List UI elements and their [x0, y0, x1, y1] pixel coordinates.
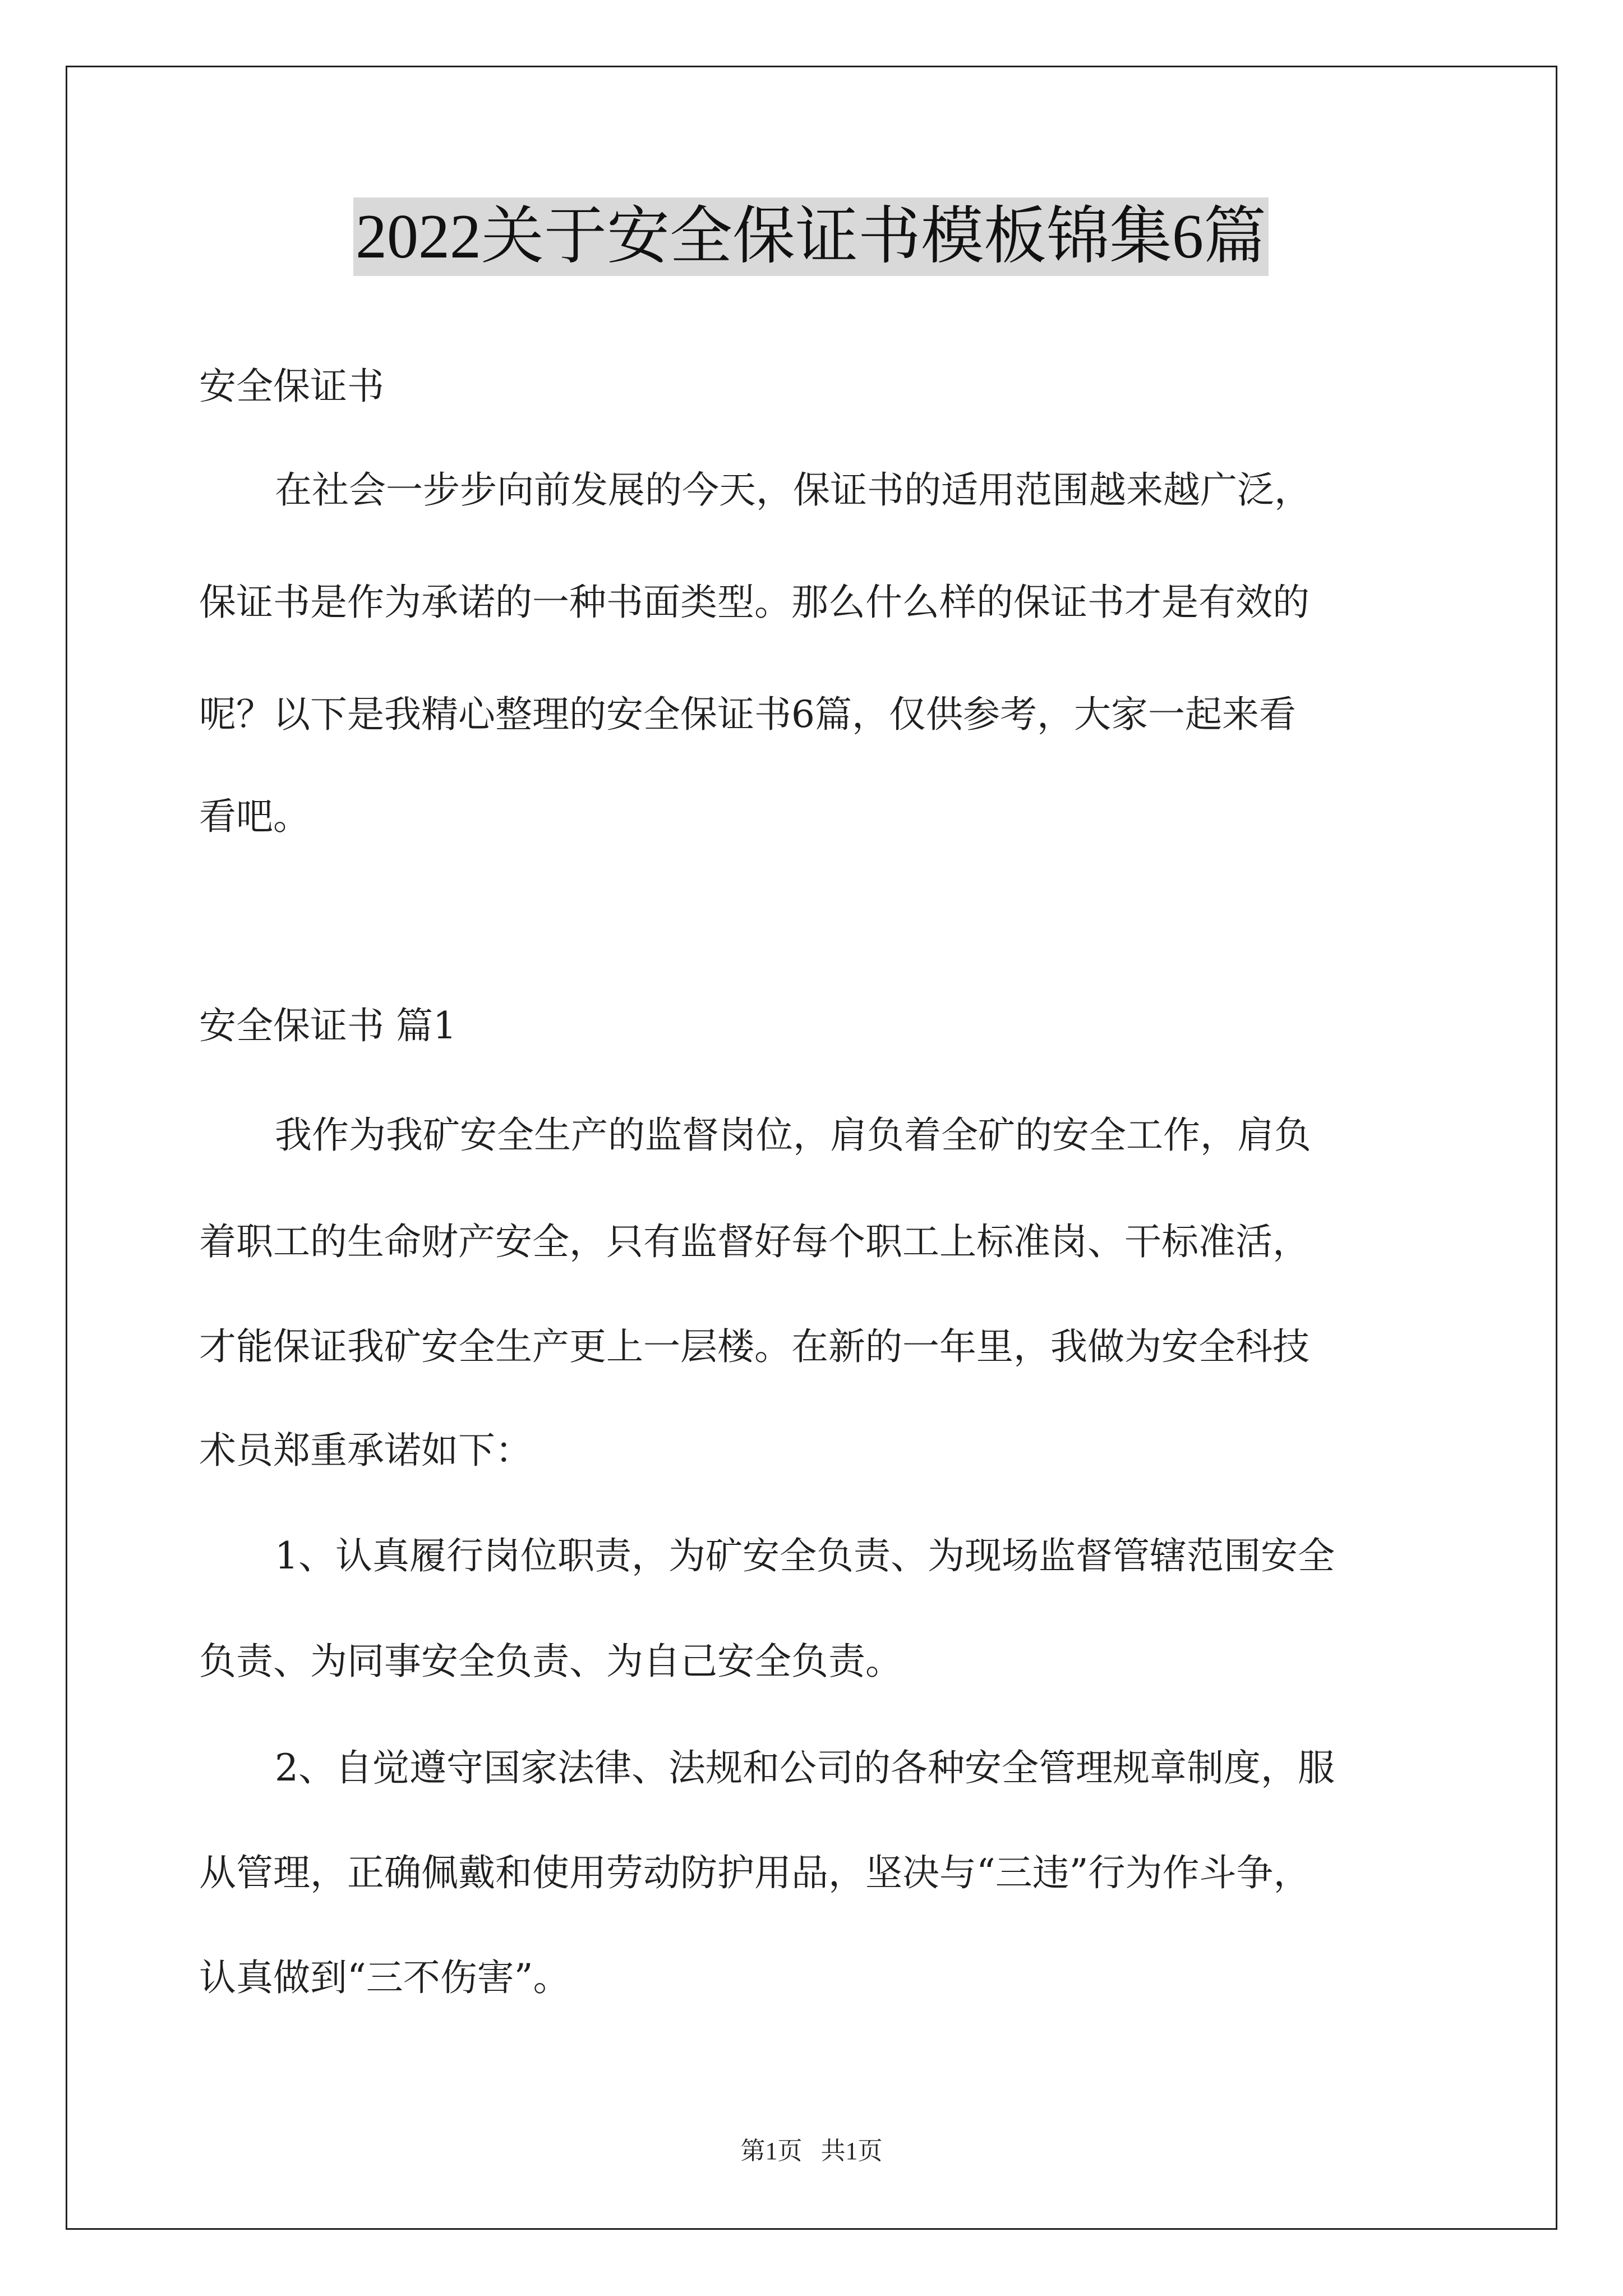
intro-line-4: 看吧。 [199, 795, 310, 838]
section-1-line-1: 我作为我矿安全生产的监督岗位，肩负着全矿的安全工作，肩负 [275, 1114, 1311, 1157]
intro-line-3: 呢？以下是我精心整理的安全保证书6篇，仅供参考，大家一起来看 [199, 693, 1296, 736]
section-1-line-3: 才能保证我矿安全生产更上一层楼。在新的一年里，我做为安全科技 [199, 1325, 1310, 1368]
section-1-line-4: 术员郑重承诺如下： [199, 1429, 532, 1472]
document-title: 2022关于安全保证书模板锦集6篇 [353, 197, 1269, 276]
intro-heading: 安全保证书 [199, 365, 384, 408]
intro-line-1: 在社会一步步向前发展的今天，保证书的适用范围越来越广泛， [275, 468, 1311, 512]
item-2-line-2: 从管理，正确佩戴和使用劳动防护用品，坚决与“三违”行为作斗争， [199, 1851, 1311, 1894]
item-2-line-1: 2、自觉遵守国家法律、法规和公司的各种安全管理规章制度，服 [275, 1746, 1335, 1789]
section-1-heading: 安全保证书 篇1 [199, 1004, 457, 1047]
section-1-line-2: 着职工的生命财产安全，只有监督好每个职工上标准岗、干标准活， [199, 1220, 1310, 1263]
page-footer: 第1页 共1页 [740, 2137, 883, 2165]
item-1-line-1: 1、认真履行岗位职责，为矿安全负责、为现场监督管辖范围安全 [275, 1534, 1335, 1577]
item-2-line-3: 认真做到“三不伤害”。 [199, 1956, 570, 1999]
item-1-line-2: 负责、为同事安全负责、为自己安全负责。 [199, 1640, 902, 1683]
intro-line-2: 保证书是作为承诺的一种书面类型。那么什么样的保证书才是有效的 [199, 581, 1310, 624]
